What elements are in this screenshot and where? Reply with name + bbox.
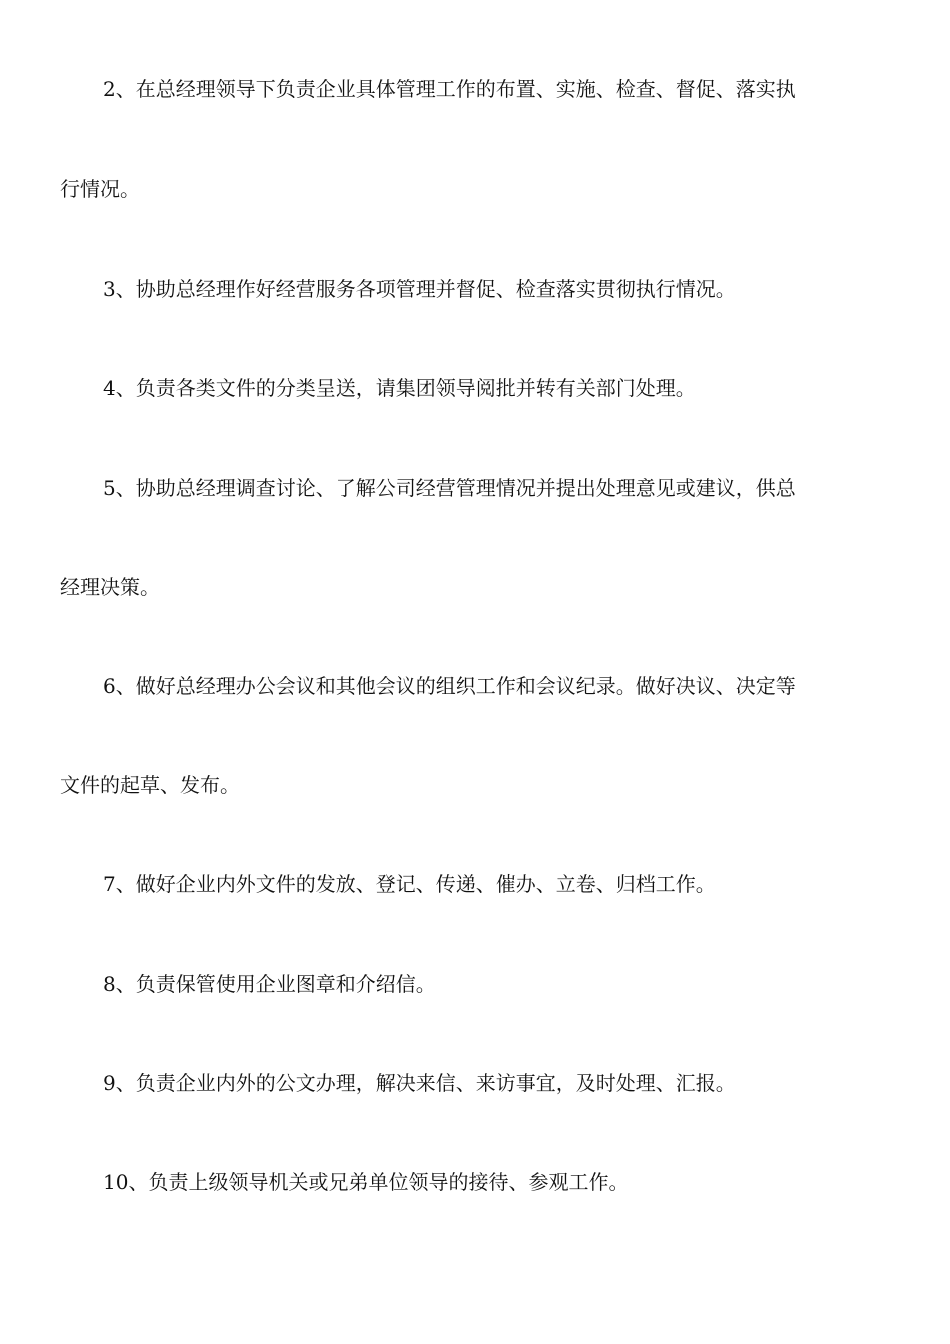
item-6-line-1: 6、做好总经理办公会议和其他会议的组织工作和会议纪录。做好决议、决定等 (103, 674, 796, 698)
item-5-line-1: 5、协助总经理调查讨论、了解公司经营管理情况并提出处理意见或建议，供总 (103, 476, 796, 500)
item-6-line-2: 文件的起草、发布。 (60, 773, 240, 797)
item-2-line-2: 行情况。 (60, 177, 140, 201)
item-2-line-1: 2、在总经理领导下负责企业具体管理工作的布置、实施、检查、督促、落实执 (103, 77, 796, 101)
item-3-line-1: 3、协助总经理作好经营服务各项管理并督促、检查落实贯彻执行情况。 (103, 277, 736, 301)
item-10-line-1: 10、负责上级领导机关或兄弟单位领导的接待、参观工作。 (103, 1170, 629, 1194)
item-5-line-2: 经理决策。 (60, 575, 160, 599)
item-7-line-1: 7、做好企业内外文件的发放、登记、传递、催办、立卷、归档工作。 (103, 872, 716, 896)
item-4-line-1: 4、负责各类文件的分类呈送，请集团领导阅批并转有关部门处理。 (103, 376, 696, 400)
item-8-line-1: 8、负责保管使用企业图章和介绍信。 (103, 972, 436, 996)
item-9-line-1: 9、负责企业内外的公文办理，解决来信、来访事宜，及时处理、汇报。 (103, 1071, 736, 1095)
